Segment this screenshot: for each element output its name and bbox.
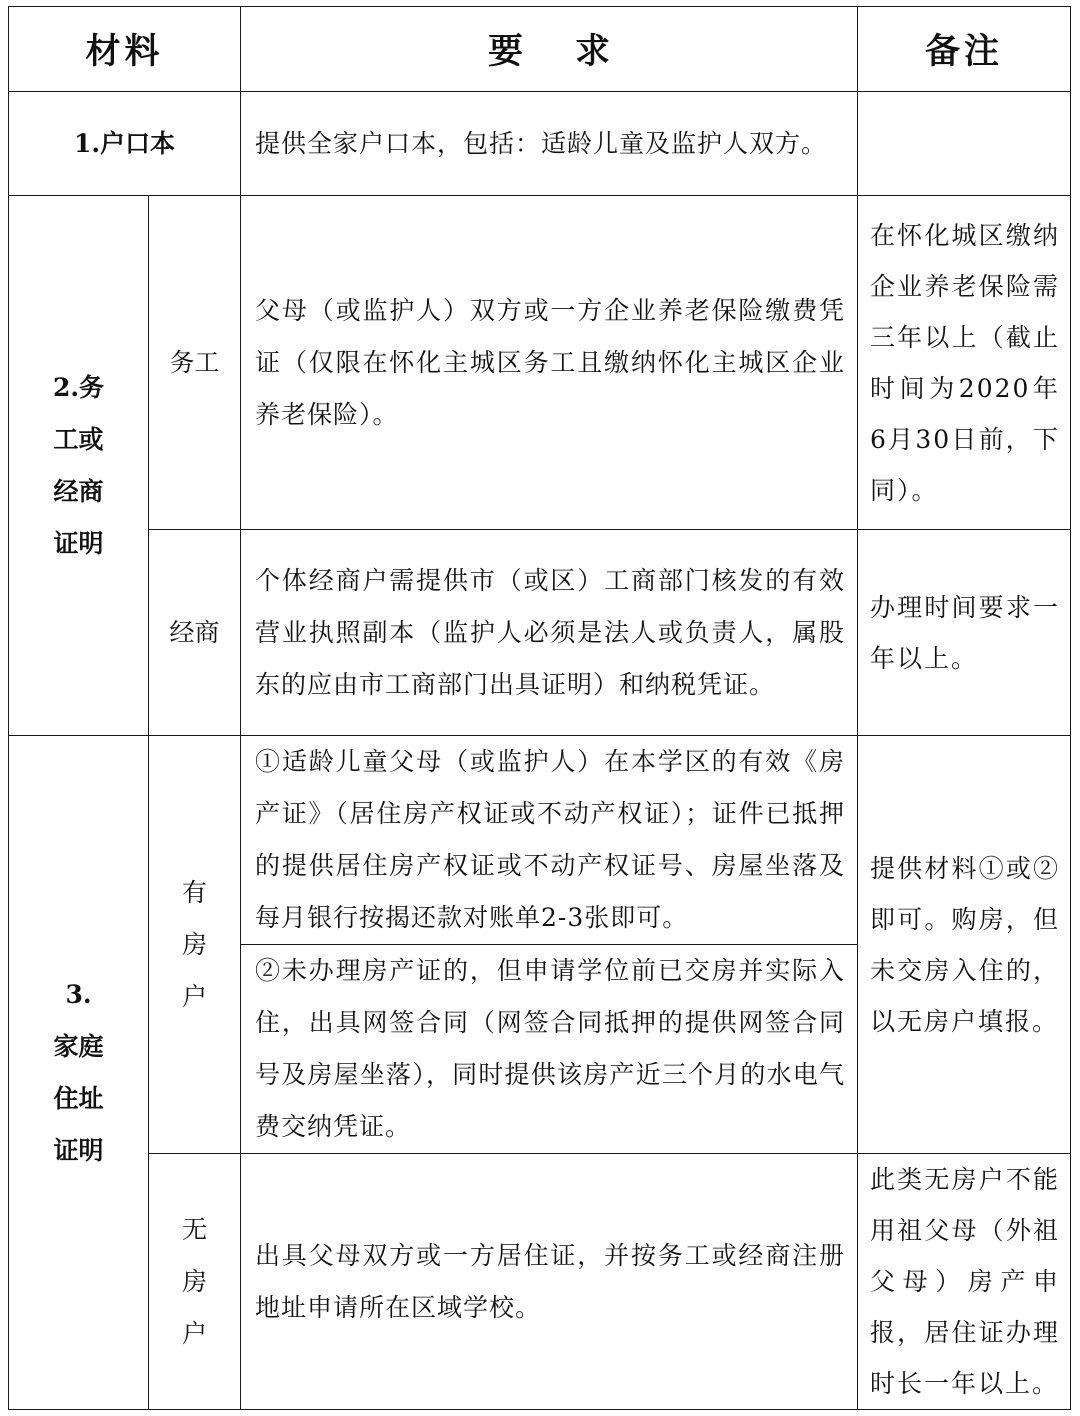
header-remarks: 备注 bbox=[858, 7, 1071, 92]
residence-material bbox=[9, 736, 149, 1410]
residence-material-line: 住址 bbox=[53, 1083, 104, 1113]
owner-requirement-row bbox=[241, 945, 857, 1154]
non-owner-remarks: 此类无房户不能用祖父母（外祖父母）房产申报，居住证办理时长一年以上。 bbox=[858, 1154, 1071, 1410]
header-requirement-char-1: 要 bbox=[488, 31, 524, 72]
residence-material-line: 家庭 bbox=[53, 1031, 104, 1061]
business-remarks: 办理时间要求一年以上。 bbox=[858, 530, 1071, 736]
requirements-table bbox=[8, 6, 1071, 1410]
work-material-line: 证明 bbox=[53, 528, 104, 558]
non-owner-label-char: 房 bbox=[182, 1266, 208, 1296]
owner-label-char: 户 bbox=[182, 981, 208, 1011]
row-residence-owner bbox=[9, 736, 1071, 1154]
hukou-requirement: 提供全家户口本，包括：适龄儿童及监护人双方。 bbox=[241, 92, 858, 196]
work-material-line: 2.务 bbox=[52, 372, 105, 402]
work-material bbox=[9, 196, 149, 736]
residence-material-line: 证明 bbox=[53, 1135, 104, 1165]
hukou-remarks bbox=[858, 92, 1071, 196]
owner-requirements bbox=[241, 736, 858, 1154]
owner-requirement-row bbox=[241, 736, 857, 945]
row-residence-non-owner bbox=[9, 1154, 1071, 1410]
non-owner-label-char: 户 bbox=[182, 1318, 208, 1348]
header-material: 材料 bbox=[9, 7, 241, 92]
row-work-employed bbox=[9, 196, 1071, 530]
header-row bbox=[9, 7, 1071, 92]
non-owner-label-char: 无 bbox=[182, 1214, 208, 1244]
owner-requirements-inner bbox=[241, 736, 857, 1153]
owner-requirement-1: ①适龄儿童父母（或监护人）在本学区的有效《房产证》（居住房产权证或不动产权证）；证件已抵押的提供居住房产权证或不动产权证号、房屋坐落及每月银行按揭还款对账单2-3张即可。 bbox=[241, 736, 857, 945]
owner-label-char: 房 bbox=[182, 929, 208, 959]
non-owner-label bbox=[149, 1154, 241, 1410]
header-requirement-char-2: 求 bbox=[575, 31, 611, 72]
owner-requirement-2: ②未办理房产证的，但申请学位前已交房并实际入住，出具网签合同（网签合同抵押的提供网签合同号及房屋坐落），同时提供该房产近三个月的水电气费交纳凭证。 bbox=[255, 956, 846, 1141]
business-label: 经商 bbox=[149, 530, 241, 736]
business-requirement: 个体经商户需提供市（或区）工商部门核发的有效营业执照副本（监护人必须是法人或负责人，属股东的应由市工商部门出具证明）和纳税凭证。 bbox=[241, 530, 858, 736]
owner-remarks: 提供材料①或②即可。购房，但未交房入住的，以无房户填报。 bbox=[858, 736, 1071, 1154]
row-hukou bbox=[9, 92, 1071, 196]
employed-requirement: 父母（或监护人）双方或一方企业养老保险缴费凭证（仅限在怀化主城区务工且缴纳怀化主城区企业养老保险）。 bbox=[241, 196, 858, 530]
owner-label bbox=[149, 736, 241, 1154]
work-material-line: 经商 bbox=[53, 476, 104, 506]
header-requirement bbox=[241, 7, 858, 92]
row-work-business bbox=[9, 530, 1071, 736]
employed-label: 务工 bbox=[149, 196, 241, 530]
work-material-line: 工或 bbox=[53, 424, 104, 454]
employed-remarks: 在怀化城区缴纳企业养老保险需三年以上（截止时间为2020年6月30日前，下同）。 bbox=[858, 196, 1071, 530]
owner-label-char: 有 bbox=[182, 877, 208, 907]
hukou-material: 1.户口本 bbox=[9, 92, 241, 196]
residence-material-line: 3. bbox=[65, 979, 92, 1009]
non-owner-requirement: 出具父母双方或一方居住证，并按务工或经商注册地址申请所在区域学校。 bbox=[241, 1154, 858, 1410]
